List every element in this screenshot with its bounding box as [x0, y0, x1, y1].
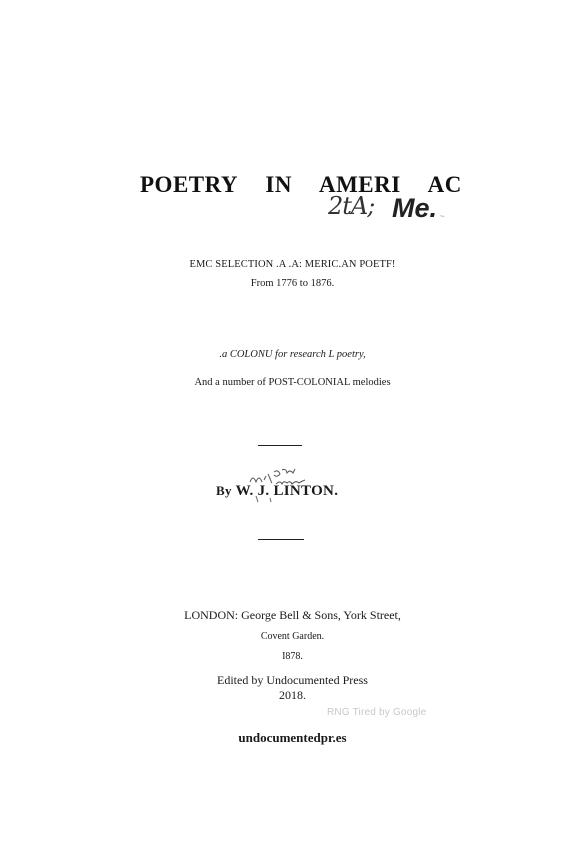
- date-range: From 1776 to 1876.: [250, 278, 335, 289]
- author-name: W. J. LINTON.: [235, 483, 339, 499]
- website-link[interactable]: undocumentedpr.es: [238, 730, 347, 745]
- book-title-main: POETRY IN AMERI AC: [140, 172, 462, 197]
- book-title: [0, 170, 585, 230]
- book-title-tail: ~: [440, 212, 445, 221]
- melodies-line: And a number of POST-COLONIAL melodies: [194, 377, 391, 388]
- divider-top: [258, 445, 302, 446]
- imprint-year: I878.: [282, 651, 303, 662]
- edited-by: Edited by Undocumented Press: [217, 673, 368, 687]
- subtitle: EMC SELECTION .A .A: MERIC.AN POETF!: [189, 259, 396, 270]
- book-title-me: Me.: [392, 193, 438, 223]
- author-by: By: [216, 483, 232, 498]
- edited-year: 2018.: [279, 688, 306, 702]
- colonial-line: .a COLONU for research L poetry,: [219, 349, 366, 360]
- scan-watermark: RNG Tired by Google: [327, 707, 427, 718]
- imprint-london: LONDON: George Bell & Sons, York Street,: [184, 608, 401, 622]
- divider-bottom: [258, 539, 304, 540]
- book-title-handwritten: 2tA;: [328, 192, 375, 220]
- imprint-covent: Covent Garden.: [260, 631, 325, 642]
- author-line: [216, 483, 338, 500]
